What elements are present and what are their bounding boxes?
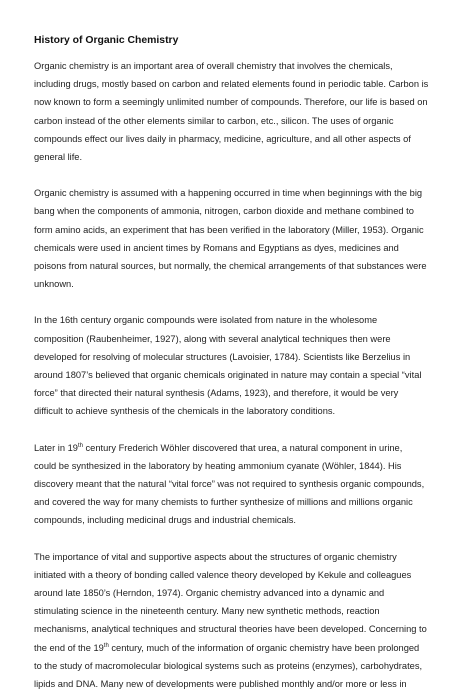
- text-line: chemicals were used in ancient times by Romans and Egyptians as dyes, medicines and: [34, 242, 399, 253]
- text-line: and covered the way for many chemists to further synthesize of millions and millions organic: [34, 497, 413, 508]
- text-line: lipids and DNA. Many new of developments were published monthly and/or more or less in: [34, 679, 407, 690]
- paragraph-2: [34, 184, 442, 293]
- text-line: Organic chemistry is an important area of overall chemistry that involves the chemicals,: [34, 61, 393, 71]
- text-line: [34, 639, 442, 657]
- superscript: th: [77, 442, 83, 449]
- text-line: could be synthesized in the laboratory by heating ammonium cyanate (Wöhler, 1844). His: [34, 460, 402, 471]
- text-line: form amino acids, an experiment that has been verified in the laboratory (Miller, 1953). Organic: [34, 224, 424, 235]
- text-segment: century, much of the information of organic chemistry have been prolonged: [108, 642, 420, 653]
- text-segment: the end of the 19: [34, 642, 104, 653]
- text-line: around 1807’s believed that organic chemicals originated in nature may contain a special “vital: [34, 370, 422, 381]
- document-title: History of Organic Chemistry: [34, 35, 179, 46]
- text-line: discovery meant that the natural “vital force” was not required to synthesis organic compounds,: [34, 479, 425, 490]
- text-line: around late 1850’s (Herndon, 1974). Organic chemistry advanced into a dynamic and: [34, 588, 385, 599]
- text-line: bang when the components of ammonia, nitrogen, carbon dioxide and methane combined to: [34, 206, 414, 217]
- text-line: now known to form a seemingly unlimited number of compounds. Therefore, our life is based on: [34, 97, 428, 108]
- text-line: force” that directed their natural synthesis (Adams, 1923), and therefore, it would be very: [34, 388, 399, 399]
- text-line: initiated with a theory of bonding called valence theory developed by Kekule and colleagues: [34, 569, 412, 580]
- paragraph-3: [34, 311, 442, 420]
- text-line: [34, 439, 442, 457]
- text-line: carbon instead of the other elements similar to carbon, etc., silicon. The uses of organic: [34, 115, 394, 126]
- text-line: unknown.: [34, 279, 74, 290]
- text-line: poisons from natural sources, but normally, the chemical arrangements of that substances were: [34, 261, 427, 272]
- text-line: composition (Raubenheimer, 1927), along with several analytical techniques then were: [34, 333, 391, 344]
- text-line: In the 16th century organic compounds were isolated from nature in the wholesome: [34, 315, 378, 326]
- text-line: The importance of vital and supportive aspects about the structures of organic chemistry: [34, 551, 397, 562]
- text-line: general life.: [34, 152, 83, 163]
- text-line: including drugs, mostly based on carbon and related elements found in periodic table. Carbon is: [34, 79, 429, 90]
- paragraph-5: [34, 548, 442, 693]
- text-line: compounds, including medicinal drugs and industrial chemicals.: [34, 515, 297, 526]
- text-line: stimulating science in the nineteenth century. Many new synthetic methods, reaction: [34, 606, 380, 617]
- paragraph-1: [34, 57, 442, 166]
- text-line: to the study of macromolecular biological systems such as proteins (enzymes), carbohydrates,: [34, 660, 423, 671]
- paragraph-4: [34, 439, 442, 530]
- text-line: difficult to achieve synthesis of the chemicals in the laboratory conditions.: [34, 406, 336, 417]
- text-line: developed for resolving of molecular structures (Lavoisier, 1784). Scientists like Berzelius in: [34, 351, 411, 362]
- text-line: compounds effect our lives daily in pharmacy, medicine, agriculture, and all other aspects of: [34, 133, 411, 144]
- text-line: Organic chemistry is assumed with a happening occurred in time when beginnings with the big: [34, 188, 423, 199]
- superscript: th: [103, 642, 109, 649]
- text-segment: century Frederich Wöhler discovered that urea, a natural component in urine,: [82, 442, 403, 453]
- text-line: mechanisms, analytical techniques and structural theories have been developed. Concerning to: [34, 624, 427, 635]
- text-segment: Later in 19: [34, 442, 78, 453]
